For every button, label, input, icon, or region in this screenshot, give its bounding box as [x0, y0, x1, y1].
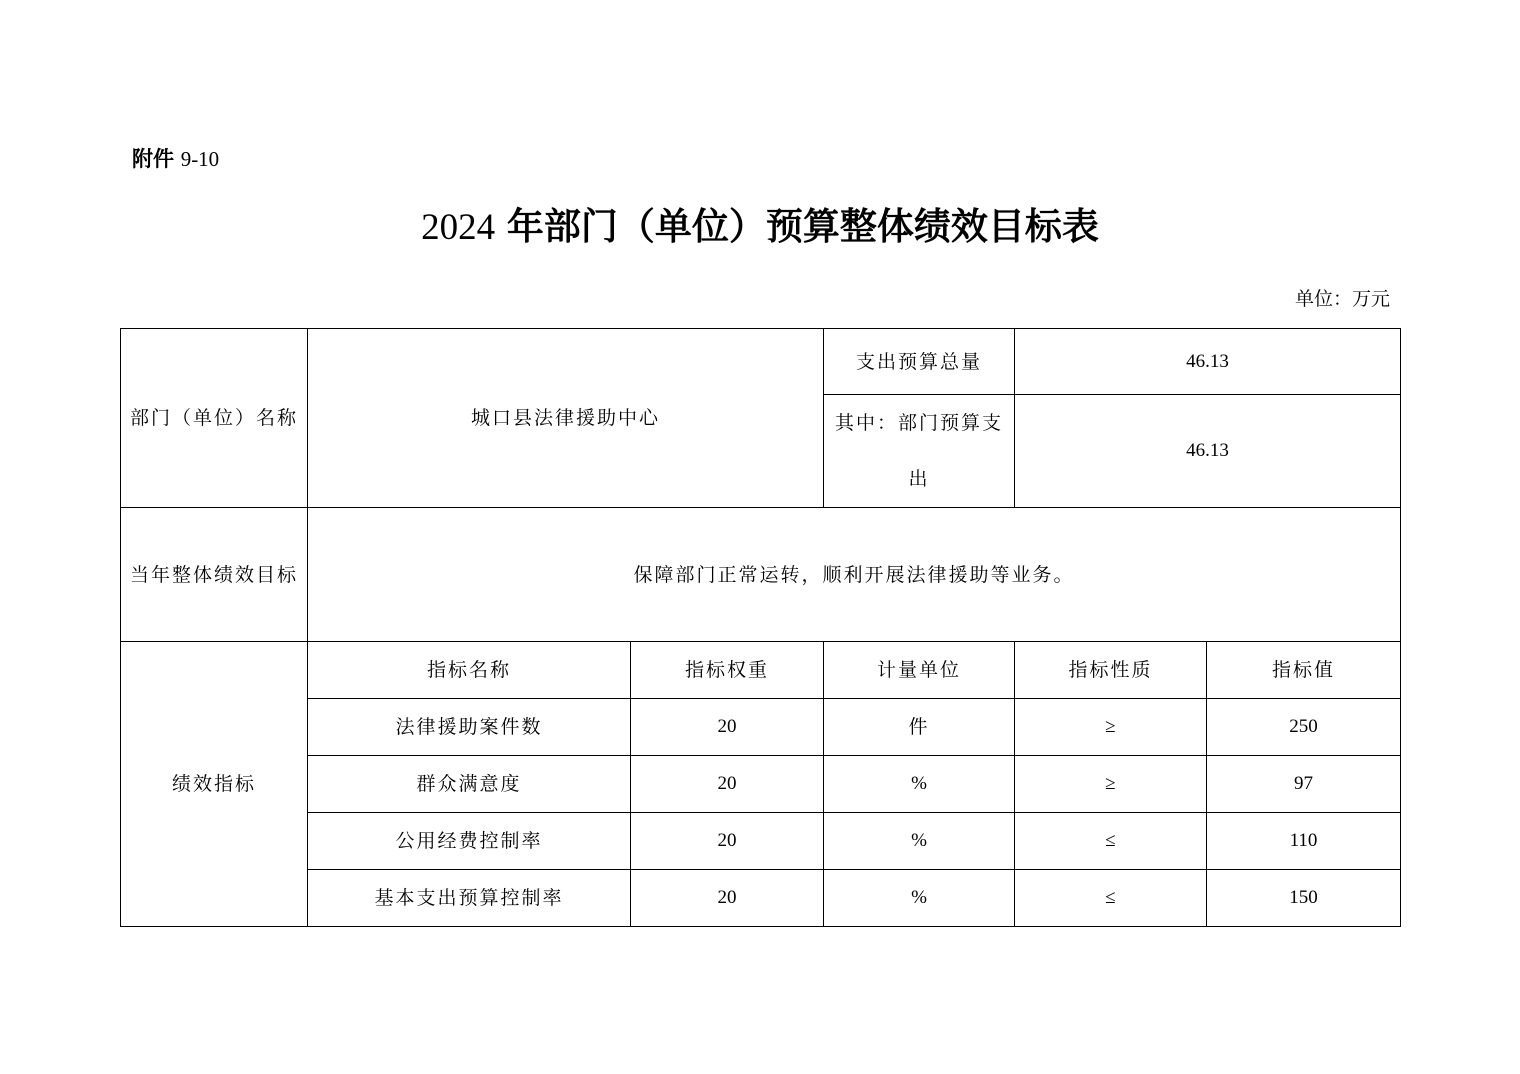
table-row-annual-goal [121, 508, 1401, 642]
column-header-weight: 指标权重 [631, 642, 824, 699]
column-header-name: 指标名称 [308, 642, 631, 699]
indicator-name: 群众满意度 [308, 756, 631, 813]
attachment-text: 附件 [132, 147, 174, 171]
indicator-nature: ≥ [1015, 756, 1207, 813]
title-text: 年部门（单位）预算整体绩效目标表 [506, 205, 1099, 248]
column-header-unit: 计量单位 [824, 642, 1015, 699]
column-header-value: 指标值 [1207, 642, 1401, 699]
indicator-nature: ≤ [1015, 870, 1207, 927]
indicator-name: 法律援助案件数 [308, 699, 631, 756]
dept-budget-label: 其中：部门预算支出 [824, 395, 1015, 508]
column-header-nature: 指标性质 [1015, 642, 1207, 699]
indicator-weight: 20 [631, 813, 824, 870]
indicator-weight: 20 [631, 699, 824, 756]
indicator-name: 公用经费控制率 [308, 813, 631, 870]
table-row-budget-total [121, 329, 1401, 395]
indicator-name: 基本支出预算控制率 [308, 870, 631, 927]
document-title [0, 200, 1520, 255]
indicator-value: 150 [1207, 870, 1401, 927]
dept-budget-value: 46.13 [1015, 395, 1401, 508]
indicator-unit: % [824, 813, 1015, 870]
unit-note: 单位：万元 [1294, 288, 1390, 310]
performance-target-table [120, 328, 1401, 927]
table-row-indicator-header [121, 642, 1401, 699]
indicator-nature: ≤ [1015, 813, 1207, 870]
indicator-unit: % [824, 870, 1015, 927]
indicator-unit: % [824, 756, 1015, 813]
budget-total-value: 46.13 [1015, 329, 1401, 395]
indicator-unit: 件 [824, 699, 1015, 756]
title-year: 2024 [421, 207, 496, 248]
indicator-value: 250 [1207, 699, 1401, 756]
table-row [121, 756, 1401, 813]
attachment-label [132, 144, 219, 174]
table-row [121, 870, 1401, 927]
annual-goal-value: 保障部门正常运转，顺利开展法律援助等业务。 [308, 508, 1401, 642]
table-row [121, 699, 1401, 756]
table-row [121, 813, 1401, 870]
indicator-value: 97 [1207, 756, 1401, 813]
dept-name-label: 部门（单位）名称 [121, 329, 308, 508]
dept-name-value: 城口县法律援助中心 [308, 329, 824, 508]
budget-total-label: 支出预算总量 [824, 329, 1015, 395]
indicator-weight: 20 [631, 870, 824, 927]
indicator-section-label: 绩效指标 [121, 642, 308, 927]
indicator-value: 110 [1207, 813, 1401, 870]
attachment-number: 9-10 [180, 147, 220, 171]
annual-goal-label: 当年整体绩效目标 [121, 508, 308, 642]
indicator-nature: ≥ [1015, 699, 1207, 756]
indicator-weight: 20 [631, 756, 824, 813]
